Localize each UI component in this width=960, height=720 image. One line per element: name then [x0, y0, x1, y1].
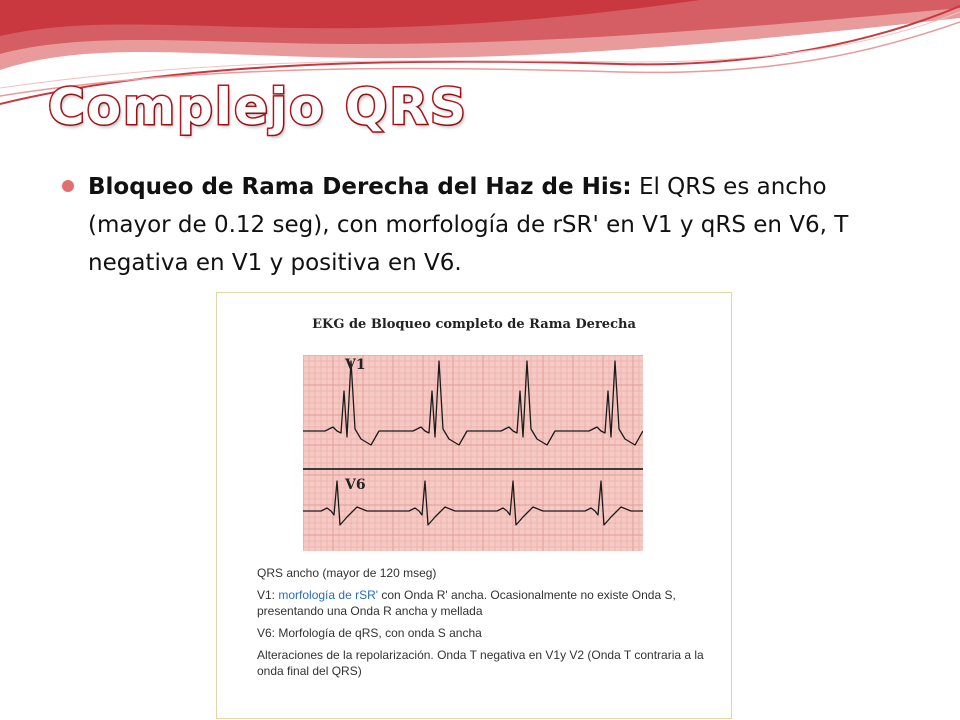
ekg-figure [216, 292, 732, 719]
bullet-body-text: El QRS es ancho (mayor de 0.12 seg), con morfología de rSR' en V1 y qRS en V6, T negativa en V1 y positiva en V6. [88, 174, 849, 276]
bullet-paragraph [62, 168, 902, 282]
slide-title: Complejo QRS [48, 78, 468, 136]
note-v1 [257, 587, 717, 619]
note-v1-prefix: V1: [257, 588, 279, 602]
figure-notes [257, 565, 717, 685]
note-v1-rest: con Onda R' ancha. Ocasionalmente no existe Onda S, presentando una Onda R ancha y mellada [257, 588, 676, 618]
rsr-morphology-link[interactable]: morfología de rSR' [278, 588, 379, 602]
note-repolarization: Alteraciones de la repolarización. Onda T negativa en V1y V2 (Onda T contraria a la onda final del QRS) [257, 648, 704, 678]
note-qrs-width: QRS ancho (mayor de 120 mseg) [257, 566, 437, 580]
bullet-lead-text: Bloqueo de Rama Derecha del Haz de His: [88, 174, 632, 200]
ekg-grid [303, 355, 643, 551]
bullet-icon [62, 180, 74, 192]
note-v6: V6: Morfología de qRS, con onda S ancha [257, 626, 482, 640]
ekg-strip-image [303, 355, 643, 551]
bullet-text [88, 168, 902, 282]
lead-label-v1: V1 [345, 357, 366, 373]
figure-title: EKG de Bloqueo completo de Rama Derecha [312, 317, 636, 332]
lead-label-v6: V6 [345, 477, 366, 493]
